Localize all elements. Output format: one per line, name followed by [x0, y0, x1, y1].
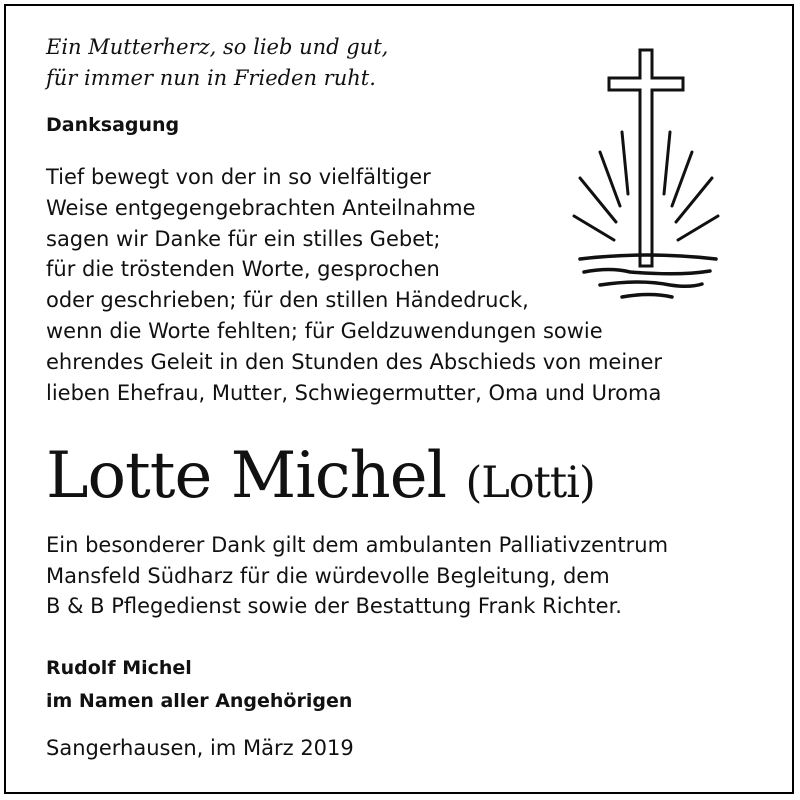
- gratitude-line: Weise entgegengebrachten Anteilnahme: [46, 195, 476, 220]
- signature-block: [46, 652, 352, 718]
- motto-line: für immer nun in Frieden ruht.: [46, 66, 376, 90]
- gratitude-line: wenn die Worte fehlten; für Geldzuwendungen sowie: [46, 318, 603, 343]
- deceased-nickname: (Lotti): [465, 458, 595, 508]
- special-thanks-text: [46, 530, 668, 622]
- gratitude-line: ehrendes Geleit in den Stunden des Abschieds von meiner: [46, 349, 663, 374]
- special-thanks-line: Mansfeld Südharz für die würdevolle Begleitung, dem: [46, 563, 610, 588]
- signature-subline: im Namen aller Angehörigen: [46, 690, 353, 712]
- gratitude-line: Tief bewegt von der in so vielfältiger: [46, 165, 431, 189]
- gratitude-line: lieben Ehefrau, Mutter, Schwiegermutter, Oma und Uroma: [46, 380, 662, 405]
- gratitude-line: sagen wir Danke für ein stilles Gebet;: [46, 226, 441, 251]
- motto-line: Ein Mutterherz, so lieb und gut,: [46, 35, 389, 59]
- deceased-name: Lotte Michel: [46, 439, 447, 513]
- motto-verse: [46, 32, 388, 94]
- notice-heading: Danksagung: [46, 114, 180, 136]
- special-thanks-line: Ein besonderer Dank gilt dem ambulanten Palliativzentrum: [46, 533, 669, 557]
- special-thanks-line: B & B Pflegedienst sowie der Bestattung Frank Richter.: [46, 594, 622, 618]
- signature-name: Rudolf Michel: [46, 657, 192, 679]
- deceased-name-block: [46, 436, 595, 523]
- cross-sunrise-icon: [560, 40, 730, 310]
- place-date: Sangerhausen, im März 2019: [46, 736, 354, 760]
- gratitude-line: für die tröstenden Worte, gesprochen: [46, 257, 440, 282]
- gratitude-line: oder geschrieben; für den stillen Händedruck,: [46, 288, 529, 313]
